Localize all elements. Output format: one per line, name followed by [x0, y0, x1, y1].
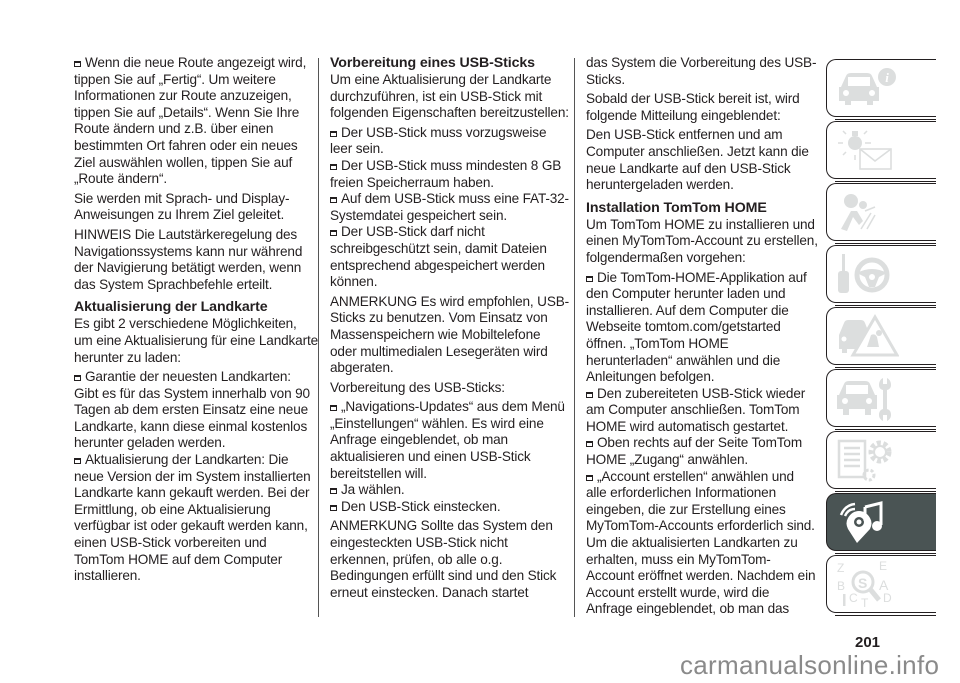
- tab-emergency[interactable]: [826, 307, 936, 365]
- bullet-square-icon: [330, 164, 337, 170]
- svg-text:S: S: [858, 575, 868, 591]
- paragraph: [586, 91, 818, 124]
- bullet-square-icon: [330, 405, 337, 411]
- text: Um eine Aktualisierung der Landkarte durchzuführen, ist ein USB-Stick mit folgenden Eigenschaften bereitzustellen:: [330, 72, 569, 121]
- key-steering-wheel-icon: [835, 251, 899, 297]
- section-heading: Installation TomTom HOME: [586, 199, 767, 216]
- bullet-square-icon: [330, 505, 337, 511]
- text: Der USB-Stick muss vorzugsweise leer sein.: [330, 124, 547, 157]
- airbag-safety-icon: [835, 189, 899, 235]
- bullet-item: [586, 435, 818, 468]
- text-column-3: [586, 55, 818, 621]
- text: Den zubereiteten USB-Stick wieder am Computer anschließen. TomTom HOME wird automatisch gestartet.: [586, 385, 806, 434]
- text: Wenn die neue Route angezeigt wird, tippen Sie auf „Fertig“. Um weitere Informationen zur Route anzuzeigen, tippen Sie auf „Details“. Wenn Sie Ihre Route ändern und z.B. über einen bestimmten Ort fahren oder ein neues Ziel auswählen wollen, tippen Sie auf „Route ändern“.: [74, 55, 307, 187]
- svg-text:B: B: [837, 579, 846, 593]
- multimedia-navigation-icon: [835, 499, 899, 545]
- bullet-square-icon: [586, 392, 593, 398]
- paragraph: [74, 191, 318, 224]
- text: „Navigations-Updates“ aus dem Menü „Einstellungen“ wählen. Es wird eine Anfrage eingeblendet, ob man aktualisieren und einen USB-Stick bereitstellen will.: [330, 399, 565, 481]
- section-heading: Aktualisierung der Landkarte: [74, 299, 268, 316]
- paragraph: [330, 72, 570, 122]
- watermark: carmanualsonline.info: [680, 650, 940, 680]
- tab-index[interactable]: [826, 555, 936, 613]
- car-maintenance-wrench-icon: [835, 375, 899, 421]
- alphabetical-index-icon: [835, 560, 899, 608]
- bullet-square-icon: [74, 61, 81, 67]
- paragraph: [330, 380, 570, 397]
- page-number: 201: [855, 634, 881, 651]
- text: Sobald der USB-Stick bereit ist, wird folgende Mitteilung eingeblendet:: [586, 91, 800, 123]
- bullet-square-icon: [586, 276, 593, 282]
- bullet-item: [74, 55, 318, 188]
- text: Ja wählen.: [341, 482, 405, 498]
- svg-text:D: D: [883, 591, 892, 605]
- bullet-square-icon: [330, 197, 337, 203]
- svg-text:i: i: [885, 70, 889, 85]
- bullet-item: [330, 158, 570, 191]
- paragraph: [74, 227, 318, 293]
- paragraph: [586, 127, 818, 193]
- bullet-item: [330, 399, 570, 482]
- bullet-square-icon: [74, 458, 81, 464]
- tab-warning-lights[interactable]: [826, 121, 936, 179]
- text: Um TomTom HOME zu installieren und einen MyTomTom-Account zu erstellen, folgendermaßen vorgehen:: [586, 216, 818, 265]
- text: Oben rechts auf der Seite TomTom HOME „Zugang“ anwählen.: [586, 435, 802, 468]
- bullet-item: [330, 224, 570, 290]
- paragraph: [586, 217, 818, 267]
- column-divider: [318, 58, 319, 617]
- text: Den USB-Stick einstecken.: [341, 498, 501, 514]
- emergency-triangle-icon: [835, 313, 899, 359]
- bullet-item: [586, 386, 818, 436]
- text: Der USB-Stick muss mindesten 8 GB freien Speicherraum haben.: [330, 157, 562, 190]
- bullet-item: [330, 191, 570, 224]
- tab-starting-driving[interactable]: [826, 245, 936, 303]
- bullet-square-icon: [74, 375, 81, 381]
- bullet-square-icon: [586, 441, 593, 447]
- svg-text:Z: Z: [837, 561, 845, 575]
- bullet-item: [330, 125, 570, 158]
- section-heading: Vorbereitung eines USB-Sticks: [330, 55, 535, 71]
- text: ANMERKUNG Sollte das System den eingesteckten USB-Stick nicht erkennen, prüfen, ob alle o.g. Bedingungen erfüllt sind und den Stick erneut einstecken. Danach startet: [330, 518, 557, 600]
- bullet-item: [330, 499, 570, 516]
- text: Aktualisierung der Landkarten: Die neue Version der im System installierten Landkarte kann gekauft werden. Bei der Ermittlung, ob eine Aktualisierung verfügbar ist oder gekauft werden kann, einen USB-Stick vorbereiten und TomTom HOME auf dem Computer installieren.: [74, 452, 311, 584]
- bullet-item: [330, 482, 570, 499]
- car-info-icon: [835, 67, 899, 109]
- text: Es gibt 2 verschiedene Möglichkeiten, um eine Aktualisierung für eine Landkarte herunter zu laden:: [74, 316, 318, 365]
- paragraph: [330, 294, 570, 377]
- svg-text:A: A: [879, 577, 889, 593]
- warning-lights-message-icon: [835, 127, 899, 173]
- text-column-2: [330, 55, 570, 604]
- paragraph: [330, 518, 570, 601]
- text: Garantie der neuesten Landkarten: Gibt es für das System innerhalb von 90 Tagen ab dem ersten Einsatz eine neue Landkarte, kann diese einmal kostenlos herunter geladen werden.: [74, 369, 310, 451]
- tab-vehicle-info[interactable]: [826, 59, 936, 117]
- text: Den USB-Stick entfernen und am Computer anschließen. Jetzt kann die neue Landkarte auf den USB-Stick heruntergeladen werden.: [586, 127, 809, 193]
- bullet-item: [74, 452, 318, 585]
- chapter-tabs: [826, 59, 936, 617]
- bullet-square-icon: [330, 131, 337, 137]
- text: Sie werden mit Sprach- und Display-Anweisungen zu Ihrem Ziel geleitet.: [74, 190, 290, 223]
- tab-technical-data[interactable]: [826, 431, 936, 489]
- bullet-square-icon: [586, 475, 593, 481]
- paragraph: [74, 316, 318, 366]
- bullet-square-icon: [330, 230, 337, 236]
- bullet-item: [74, 369, 318, 452]
- technical-data-gear-icon: [835, 437, 899, 483]
- bullet-item: [586, 469, 818, 618]
- bullet-item: [586, 270, 818, 386]
- text-column-1: [74, 55, 318, 588]
- svg-text:C: C: [849, 591, 858, 605]
- text: Der USB-Stick darf nicht schreibgeschützt sein, damit Dateien entsprechend abgespeichert werden können.: [330, 224, 547, 290]
- text: Auf dem USB-Stick muss eine FAT-32-Systemdatei gespeichert sein.: [330, 191, 569, 223]
- svg-text:T: T: [861, 596, 869, 608]
- text: das System die Vorbereitung des USB-Sticks.: [586, 55, 817, 87]
- column-divider: [574, 58, 575, 617]
- text: HINWEIS Die Lautstärkeregelung des Navigationssystems kann nur während der Navigierung betätigt werden, wenn das System Sprachbefehle erteilt.: [74, 226, 303, 292]
- tab-maintenance[interactable]: [826, 369, 936, 427]
- text: Die TomTom-HOME-Applikation auf den Computer herunter laden und installieren. Auf dem Computer die Webseite tomtom.com/getstarted öffnen. „TomTom HOME herunterladen“ anwählen und die Anleitungen befolgen.: [586, 269, 807, 385]
- svg-text:E: E: [879, 560, 888, 573]
- paragraph: [586, 55, 818, 88]
- tab-safety[interactable]: [826, 183, 936, 241]
- text: „Account erstellen“ anwählen und alle erforderlichen Informationen eingeben, die zur Erstellung eines MyTomTom-Accounts erforderlich sind. Um die aktualisierten Landkarten zu erhalten, muss ein MyTomTom-Account eröffnet werden. Nachdem ein Account erstellt wurde, wird die Anfrage eingeblendet, ob man das: [586, 468, 816, 617]
- text: Vorbereitung des USB-Sticks:: [330, 379, 505, 395]
- text: ANMERKUNG Es wird empfohlen, USB-Sticks zu benutzen. Vom Einsatz von Massenspeichern wie Mobiltelefone oder multimedialen Lesegeräten wird abgeraten.: [330, 293, 570, 376]
- tab-multimedia[interactable]: [826, 493, 936, 551]
- bullet-square-icon: [330, 488, 337, 494]
